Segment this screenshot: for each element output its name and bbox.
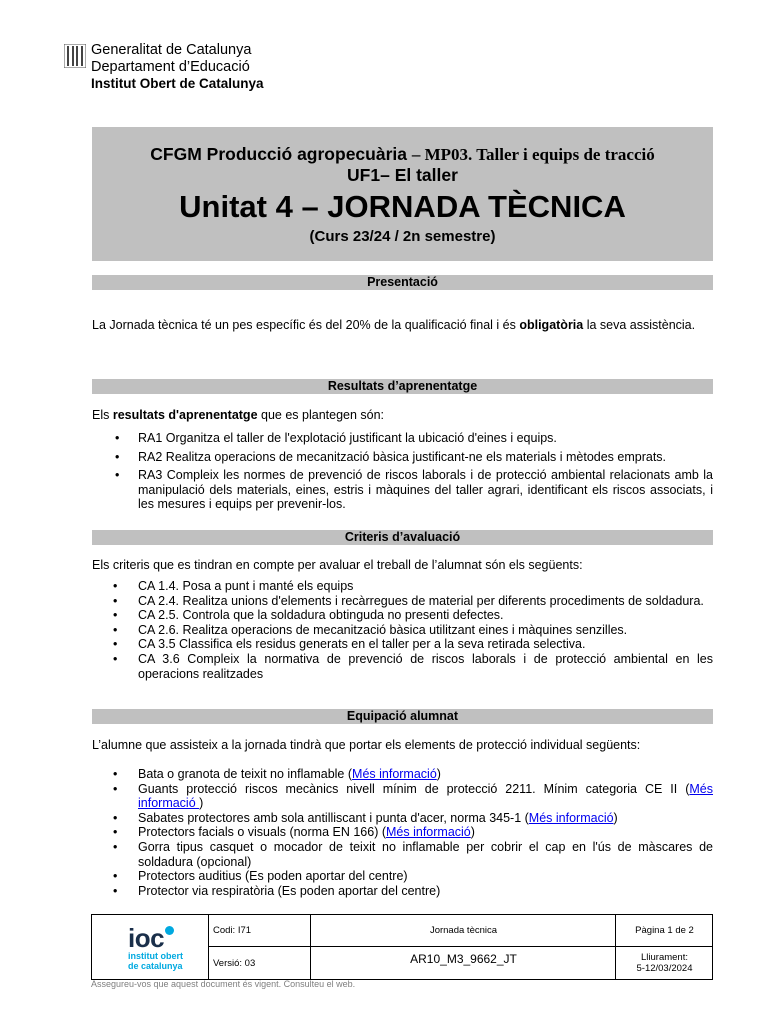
section-heading-criteris: Criteris d’avaluació xyxy=(92,530,713,545)
footer-page-column xyxy=(615,915,712,979)
bullet-icon: • xyxy=(113,869,118,884)
ra-text: RA3 Compleix les normes de prevenció de riscos laborals i de protecció ambiental relacionats amb la manipulació dels materials, eines, estris i màquines del taller agrari, identificant els riscos associats, i les mesures i equips per prevenir-los. xyxy=(138,468,713,511)
equip-text: Gorra tipus casquet o mocador de teixit no inflamable per cobrir el cap en l'ús de màscares de soldadura (opcional) xyxy=(138,839,713,869)
list-item xyxy=(92,623,713,638)
bullet-icon: • xyxy=(115,431,120,445)
mes-informacio-link[interactable]: Més informació xyxy=(352,767,437,781)
generalitat-logo-icon xyxy=(64,44,86,68)
footer-table xyxy=(91,914,713,980)
equip-text-end: ) xyxy=(199,796,204,811)
equip-text: Protectors auditius (Es poden aportar del centre) xyxy=(138,869,408,884)
section-heading-presentacio: Presentació xyxy=(92,275,713,290)
module-name: – MP03. Taller i equips de tracció xyxy=(411,145,655,164)
ioc-dot-icon xyxy=(165,926,174,935)
ca-text: CA 1.4. Posa a punt i manté els equips xyxy=(138,579,354,593)
resultats-intro xyxy=(92,408,713,423)
criteris-intro: Els criteris que es tindran en compte per avaluar el treball de l’alumnat són els següents: xyxy=(92,558,583,572)
section-heading-resultats: Resultats d’aprenentatge xyxy=(92,379,713,394)
ca-text: CA 3.6 Compleix la normativa de prevenció de riscos laborals i de protecció ambiental en les operacions realitzades xyxy=(138,651,713,681)
bullet-icon: • xyxy=(113,839,118,854)
footer-codi-column xyxy=(208,915,310,979)
footer-doc-title: Jornada tècnica xyxy=(429,925,498,936)
bullet-icon: • xyxy=(113,781,118,796)
bullet-icon: • xyxy=(115,449,120,464)
unit-title: Unitat 4 – JORNADA TÈCNICA xyxy=(179,189,626,224)
mes-informacio-link[interactable]: Més informació xyxy=(386,825,471,840)
term-title: (Curs 23/24 / 2n semestre) xyxy=(309,228,496,245)
header-generalitat: Generalitat de Catalunya xyxy=(91,42,252,58)
list-item xyxy=(92,468,713,512)
course-title xyxy=(92,144,713,165)
bullet-icon: • xyxy=(113,622,118,637)
equip-text-end: ) xyxy=(613,810,618,825)
header-institut: Institut Obert de Catalunya xyxy=(91,76,264,91)
equip-text-end: ) xyxy=(470,825,475,840)
equip-text: Sabates protectores amb sola antilliscant i punta d'acer, norma 345-1 ( xyxy=(138,810,529,825)
footer-doc-code: AR10_M3_9662_JT xyxy=(410,952,517,966)
ioc-logo-sub1: institut obert xyxy=(128,951,183,961)
bullet-icon: • xyxy=(113,651,118,666)
resultats-list xyxy=(92,431,713,516)
list-item xyxy=(92,840,713,869)
resultats-intro-a: Els xyxy=(92,408,113,422)
presentacio-text-a: La Jornada tècnica té un pes específic és del 20% de la qualificació final i és xyxy=(92,318,520,332)
criteris-list xyxy=(92,579,713,681)
resultats-intro-b: que es plantegen són: xyxy=(257,408,385,422)
footer-pagina: Pàgina 1 de 2 xyxy=(635,925,694,936)
bullet-icon: • xyxy=(113,825,118,840)
list-item xyxy=(92,652,713,681)
list-item xyxy=(92,431,713,446)
bullet-icon: • xyxy=(113,593,118,608)
bullet-icon: • xyxy=(113,883,118,898)
equipacio-intro: L’alumne que assisteix a la jornada tindrà que portar els elements de protecció individual següents: xyxy=(92,738,641,752)
course-name: CFGM Producció agropecuària xyxy=(150,144,407,164)
resultats-intro-bold: resultats d'aprenentatge xyxy=(112,408,258,422)
mes-informacio-link[interactable]: Més informació xyxy=(138,781,713,811)
section-heading-equipacio: Equipació alumnat xyxy=(92,709,713,724)
footer-codi: Codi: I71 xyxy=(213,925,252,936)
bullet-icon: • xyxy=(113,810,118,825)
footer-versio: Versió: 03 xyxy=(213,958,256,969)
list-item xyxy=(92,825,713,840)
list-item xyxy=(92,579,713,594)
list-item xyxy=(92,884,713,899)
list-item xyxy=(92,869,713,884)
ioc-logo xyxy=(128,925,183,971)
header-departament: Departament d’Educació xyxy=(91,59,250,75)
ca-text: CA 2.5. Controla que la soldadura obtinguda no presenti defectes. xyxy=(138,608,504,623)
equip-text: Protector via respiratòria (Es poden aportar del centre) xyxy=(138,883,441,898)
ca-text: CA 2.4. Realitza unions d'elements i recàrregues de material per diferents procediments de soldadura. xyxy=(138,593,704,608)
ca-text: CA 3.5 Classifica els residus generats en el taller per a la seva retirada selectiva. xyxy=(138,637,586,652)
uf-title: UF1– El taller xyxy=(347,165,458,185)
list-item xyxy=(92,608,713,623)
mes-informacio-link[interactable]: Més informació xyxy=(528,810,614,825)
presentacio-text-bold: obligatòria xyxy=(519,318,584,332)
ca-text: CA 2.6. Realitza operacions de mecanització bàsica utilitzant eines i màquines senzilles. xyxy=(138,622,628,637)
list-item xyxy=(92,450,713,465)
footer-lliurament-date: 5-12/03/2024 xyxy=(636,963,693,974)
ioc-logo-sub2: de catalunya xyxy=(128,960,183,971)
footer-lliurament-label: Lliurament: xyxy=(641,952,688,963)
bullet-icon: • xyxy=(115,468,120,482)
footer-divider xyxy=(208,946,712,947)
equip-text: Bata o granota de teixit no inflamable ( xyxy=(138,767,353,781)
list-item xyxy=(92,594,713,609)
bullet-icon: • xyxy=(113,608,118,623)
equip-text: Guants protecció riscos mecànics nivell mínim de protecció 2211. Mínim categoria CE II ( xyxy=(138,781,690,796)
list-item xyxy=(92,637,713,652)
presentacio-text-b: la seva assistència. xyxy=(583,318,696,332)
bullet-icon: • xyxy=(113,637,118,652)
presentacio-text xyxy=(92,318,713,333)
list-item xyxy=(92,811,713,826)
footer-disclaimer: Assegureu-vos que aquest document és vigent. Consulteu el web. xyxy=(91,979,356,989)
list-item xyxy=(92,767,713,782)
ra-text: RA2 Realitza operacions de mecanització bàsica justificant-ne els materials i mètodes emprats. xyxy=(138,449,667,464)
title-box xyxy=(92,127,713,261)
bullet-icon: • xyxy=(113,579,118,593)
ra-text: RA1 Organitza el taller de l'explotació justificant la ubicació d'eines i equips. xyxy=(138,431,557,445)
ioc-logo-word: ioc xyxy=(128,923,165,953)
bullet-icon: • xyxy=(113,767,118,781)
equip-text: Protectors facials o visuals (norma EN 166) ( xyxy=(138,825,387,840)
equip-text-end: ) xyxy=(436,767,441,781)
list-item xyxy=(92,782,713,811)
equipacio-list xyxy=(92,767,713,898)
